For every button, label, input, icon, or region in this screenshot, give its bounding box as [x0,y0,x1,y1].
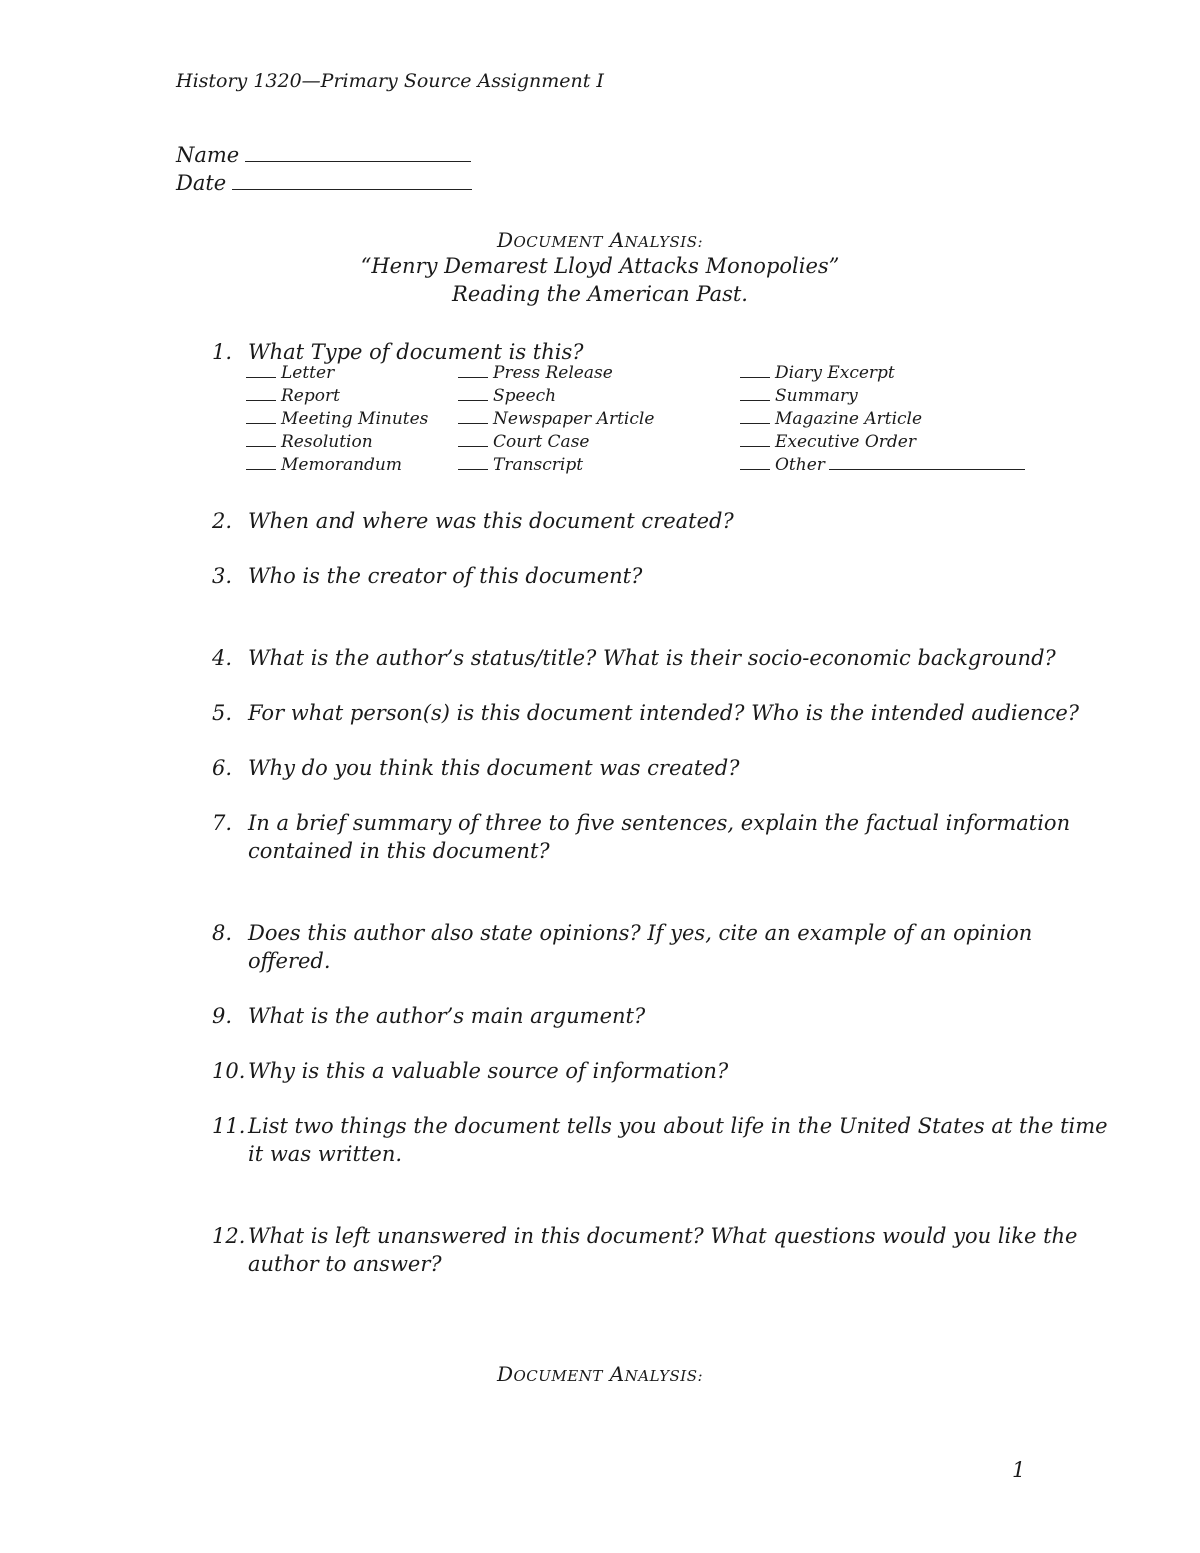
option-label: Memorandum [281,455,402,475]
document-header: History 1320—Primary Source Assignment I [176,70,604,92]
checkbox-blank[interactable] [246,387,276,401]
question-text: Who is the creator of this document? [248,564,643,588]
question-text: author to answer? [248,1252,442,1276]
question-text: it was written. [248,1142,403,1166]
other-blank[interactable] [829,456,1025,470]
checkbox-blank[interactable] [740,410,770,424]
option-label: Newspaper Article [493,409,655,429]
checkbox-blank[interactable] [458,364,488,378]
option-meeting-minutes[interactable] [246,409,428,429]
option-label: Meeting Minutes [281,409,429,429]
question-text: What is the author’s status/title? What is their socio-economic background? [248,646,1056,670]
date-blank[interactable] [232,171,472,190]
option-label: Summary [775,386,858,406]
date-field [176,171,472,195]
option-other[interactable] [740,455,1025,475]
question-text: Does this author also state opinions? If yes, cite an example of an opinion [248,921,1033,945]
page-number: 1 [1012,1458,1026,1482]
option-court-case[interactable] [458,432,589,452]
checkbox-blank[interactable] [246,456,276,470]
option-magazine-article[interactable] [740,409,922,429]
name-field [176,143,471,167]
checkbox-blank[interactable] [246,410,276,424]
option-speech[interactable] [458,386,556,406]
checkbox-blank[interactable] [740,456,770,470]
question-text: contained in this document? [248,839,550,863]
checkbox-blank[interactable] [246,364,276,378]
question-text: offered. [248,949,331,973]
name-blank[interactable] [245,143,471,162]
option-transcript[interactable] [458,455,583,475]
document-title: “Henry Demarest Lloyd Attacks Monopolies” [360,254,840,278]
question-number: 5. [212,701,233,725]
question-number: 7. [212,811,233,835]
question-number: 9. [212,1004,233,1028]
question-text: For what person(s) is this document intended? Who is the intended audience? [248,701,1080,725]
option-label: Letter [281,363,335,383]
checkbox-blank[interactable] [740,364,770,378]
option-newspaper-article[interactable] [458,409,654,429]
question-number: 2. [212,509,233,533]
checkbox-blank[interactable] [246,433,276,447]
option-label: Court Case [493,432,590,452]
option-executive-order[interactable] [740,432,916,452]
option-label: Diary Excerpt [775,363,895,383]
date-label: Date [176,171,227,195]
checkbox-blank[interactable] [458,387,488,401]
question-text: Why do you think this document was created? [248,756,740,780]
option-label: Resolution [281,432,373,452]
option-report[interactable] [246,386,340,406]
question-text: What is left unanswered in this document? What questions would you like the [248,1224,1078,1248]
option-memorandum[interactable] [246,455,402,475]
question-text: List two things the document tells you about life in the United States at the time [248,1114,1108,1138]
question-number: 4. [212,646,233,670]
question-text: In a brief summary of three to five sentences, explain the factual information [248,811,1071,835]
question-number: 10. [212,1059,246,1083]
option-diary-excerpt[interactable] [740,363,895,383]
question-number: 8. [212,921,233,945]
option-summary[interactable] [740,386,858,406]
document-source: Reading the American Past. [452,282,748,306]
name-label: Name [176,143,240,167]
question-number: 1. [212,340,233,364]
question-text: What Type of document is this? [248,340,584,364]
checkbox-blank[interactable] [740,387,770,401]
question-number: 6. [212,756,233,780]
option-press-release[interactable] [458,363,613,383]
option-letter[interactable] [246,363,334,383]
checkbox-blank[interactable] [458,456,488,470]
checkbox-blank[interactable] [458,410,488,424]
option-label: Other [775,455,825,475]
question-number: 3. [212,564,233,588]
option-label: Press Release [493,363,613,383]
question-number: 11. [212,1114,246,1138]
option-label: Speech [493,386,557,406]
option-label: Report [281,386,340,406]
option-resolution[interactable] [246,432,373,452]
option-label: Executive Order [775,432,916,452]
option-label: Magazine Article [775,409,923,429]
question-text: Why is this a valuable source of information? [248,1059,729,1083]
checkbox-blank[interactable] [740,433,770,447]
option-label: Transcript [493,455,584,475]
question-text: When and where was this document created? [248,509,734,533]
document-analysis-heading-2: DOCUMENT ANALYSIS: [496,1362,704,1386]
question-number: 12. [212,1224,246,1248]
document-analysis-heading: DOCUMENT ANALYSIS: [496,228,704,252]
checkbox-blank[interactable] [458,433,488,447]
question-text: What is the author’s main argument? [248,1004,646,1028]
